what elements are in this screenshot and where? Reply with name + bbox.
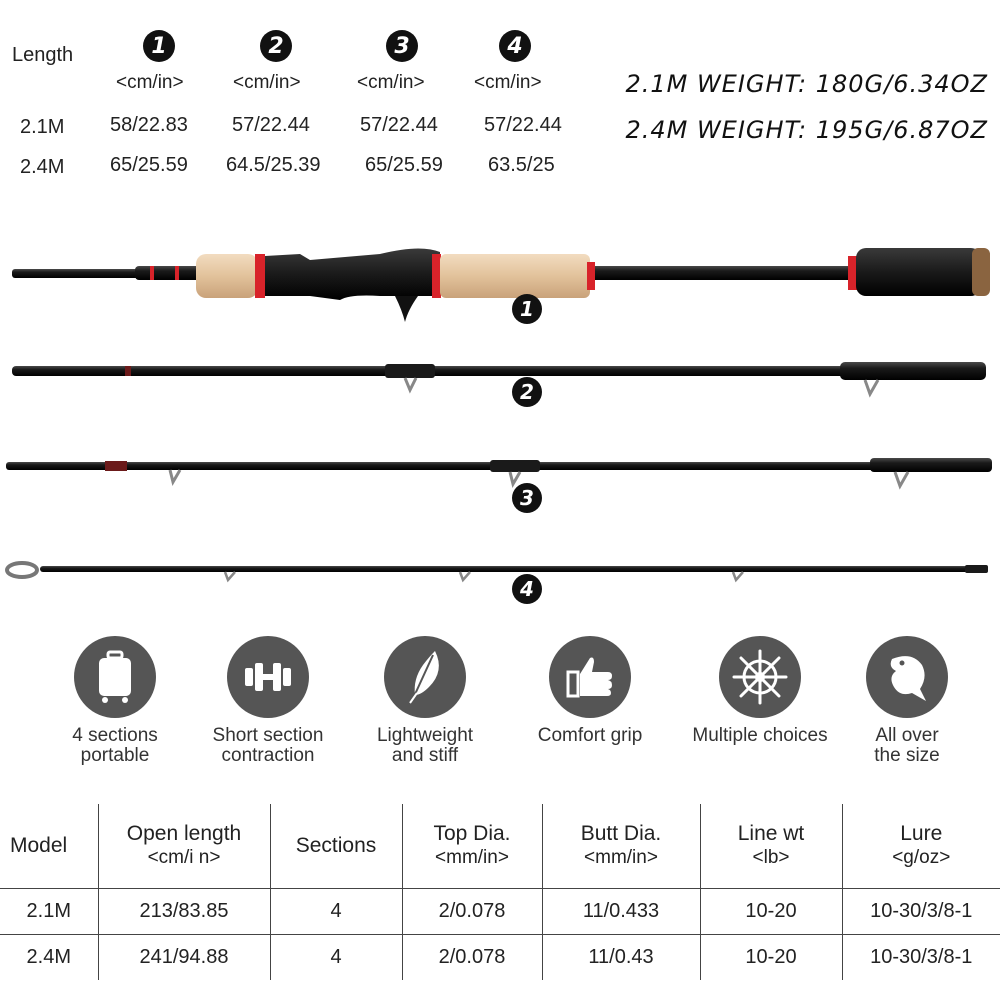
feature-label: Short section (212, 725, 324, 746)
length-row-label: 2.1M (20, 116, 65, 138)
spec-cell: 2/0.078 (402, 934, 542, 980)
section-3-number: 3 (386, 30, 418, 62)
spec-cell: 213/83.85 (98, 888, 270, 934)
feature-label: All over (875, 725, 939, 746)
length-cell: 57/22.44 (360, 114, 438, 136)
spec-header-lure: Lure <g/oz> (842, 804, 1000, 888)
spec-header-model: Model (10, 833, 68, 857)
spec-cell: 2.4M (26, 945, 71, 968)
feature-short-section (183, 636, 353, 766)
length-cell: 57/22.44 (484, 114, 562, 136)
rod-section-4-badge: 4 (512, 574, 542, 604)
spec-header-top-dia: Top Dia. <mm/in> (402, 804, 542, 888)
spec-cell: 10-30/3/8-1 (842, 888, 1000, 934)
spec-cell: 10-20 (700, 888, 842, 934)
feature-label: the size (874, 745, 940, 766)
spec-cell: 11/0.433 (542, 888, 700, 934)
length-header: Length (12, 44, 74, 66)
section-2-unit: <cm/in> (233, 72, 301, 93)
feather-icon (384, 636, 466, 718)
spec-header-row (0, 804, 1000, 888)
spec-header-line-wt: Line wt <lb> (700, 804, 842, 888)
feature-label: Comfort grip (537, 725, 643, 746)
feature-label: 4 sections (72, 725, 158, 746)
spec-cell: 4 (270, 888, 402, 934)
section-1-number: 1 (143, 30, 175, 62)
feature-label: portable (80, 745, 150, 766)
section-4-unit: <cm/in> (474, 72, 542, 93)
feature-portable (30, 636, 200, 766)
spec-cell: 4 (270, 934, 402, 980)
section-4-number: 4 (499, 30, 531, 62)
spec-table (0, 804, 1000, 980)
feature-all-sizes (822, 636, 992, 766)
spec-cell: 10-20 (700, 934, 842, 980)
rod-section-1-badge: 1 (512, 294, 542, 324)
feature-label: Multiple choices (692, 725, 828, 746)
feature-multiple-choices (675, 636, 845, 746)
length-cell: 65/25.59 (110, 154, 188, 176)
rod-section-3 (6, 458, 992, 486)
section-3-unit: <cm/in> (357, 72, 425, 93)
spec-cell: 11/0.43 (542, 934, 700, 980)
rod-sections-illustration (0, 230, 1000, 610)
rod-section-1 (12, 248, 990, 322)
length-cell: 65/25.59 (365, 154, 443, 176)
spec-cell: 2/0.078 (402, 888, 542, 934)
spec-header-butt-dia: Butt Dia. <mm/in> (542, 804, 700, 888)
rod-section-2 (12, 362, 986, 394)
feature-label: and stiff (391, 745, 459, 766)
length-cell: 57/22.44 (232, 114, 310, 136)
weight-2-1m: 2.1M WEIGHT: 180G/6.34OZ (625, 70, 988, 98)
section-2-number: 2 (260, 30, 292, 62)
feature-comfort-grip (505, 636, 675, 746)
table-row (0, 888, 1000, 934)
feature-lightweight (340, 636, 510, 766)
length-cell: 64.5/25.39 (226, 154, 321, 176)
length-row-label: 2.4M (20, 156, 65, 178)
feature-label: Lightweight (376, 725, 474, 746)
length-cell: 63.5/25 (488, 154, 555, 176)
rod-section-2-badge: 2 (512, 377, 542, 407)
table-row (0, 934, 1000, 980)
spec-cell: 10-30/3/8-1 (842, 934, 1000, 980)
suitcase-icon (74, 636, 156, 718)
feature-label: contraction (221, 745, 315, 766)
ship-wheel-icon (719, 636, 801, 718)
spec-header-open-length: Open length <cm/i n> (98, 804, 270, 888)
spec-header-sections: Sections (270, 804, 402, 888)
length-cell: 58/22.83 (110, 114, 188, 136)
section-1-unit: <cm/in> (116, 72, 184, 93)
rod-section-3-badge: 3 (512, 483, 542, 513)
spec-cell: 241/94.88 (98, 934, 270, 980)
dumbbell-icon (227, 636, 309, 718)
spec-cell: 2.1M (26, 899, 71, 922)
weight-2-4m: 2.4M WEIGHT: 195G/6.87OZ (625, 116, 988, 144)
rod-section-4 (7, 563, 988, 580)
fish-icon (866, 636, 948, 718)
thumbs-up-icon (549, 636, 631, 718)
